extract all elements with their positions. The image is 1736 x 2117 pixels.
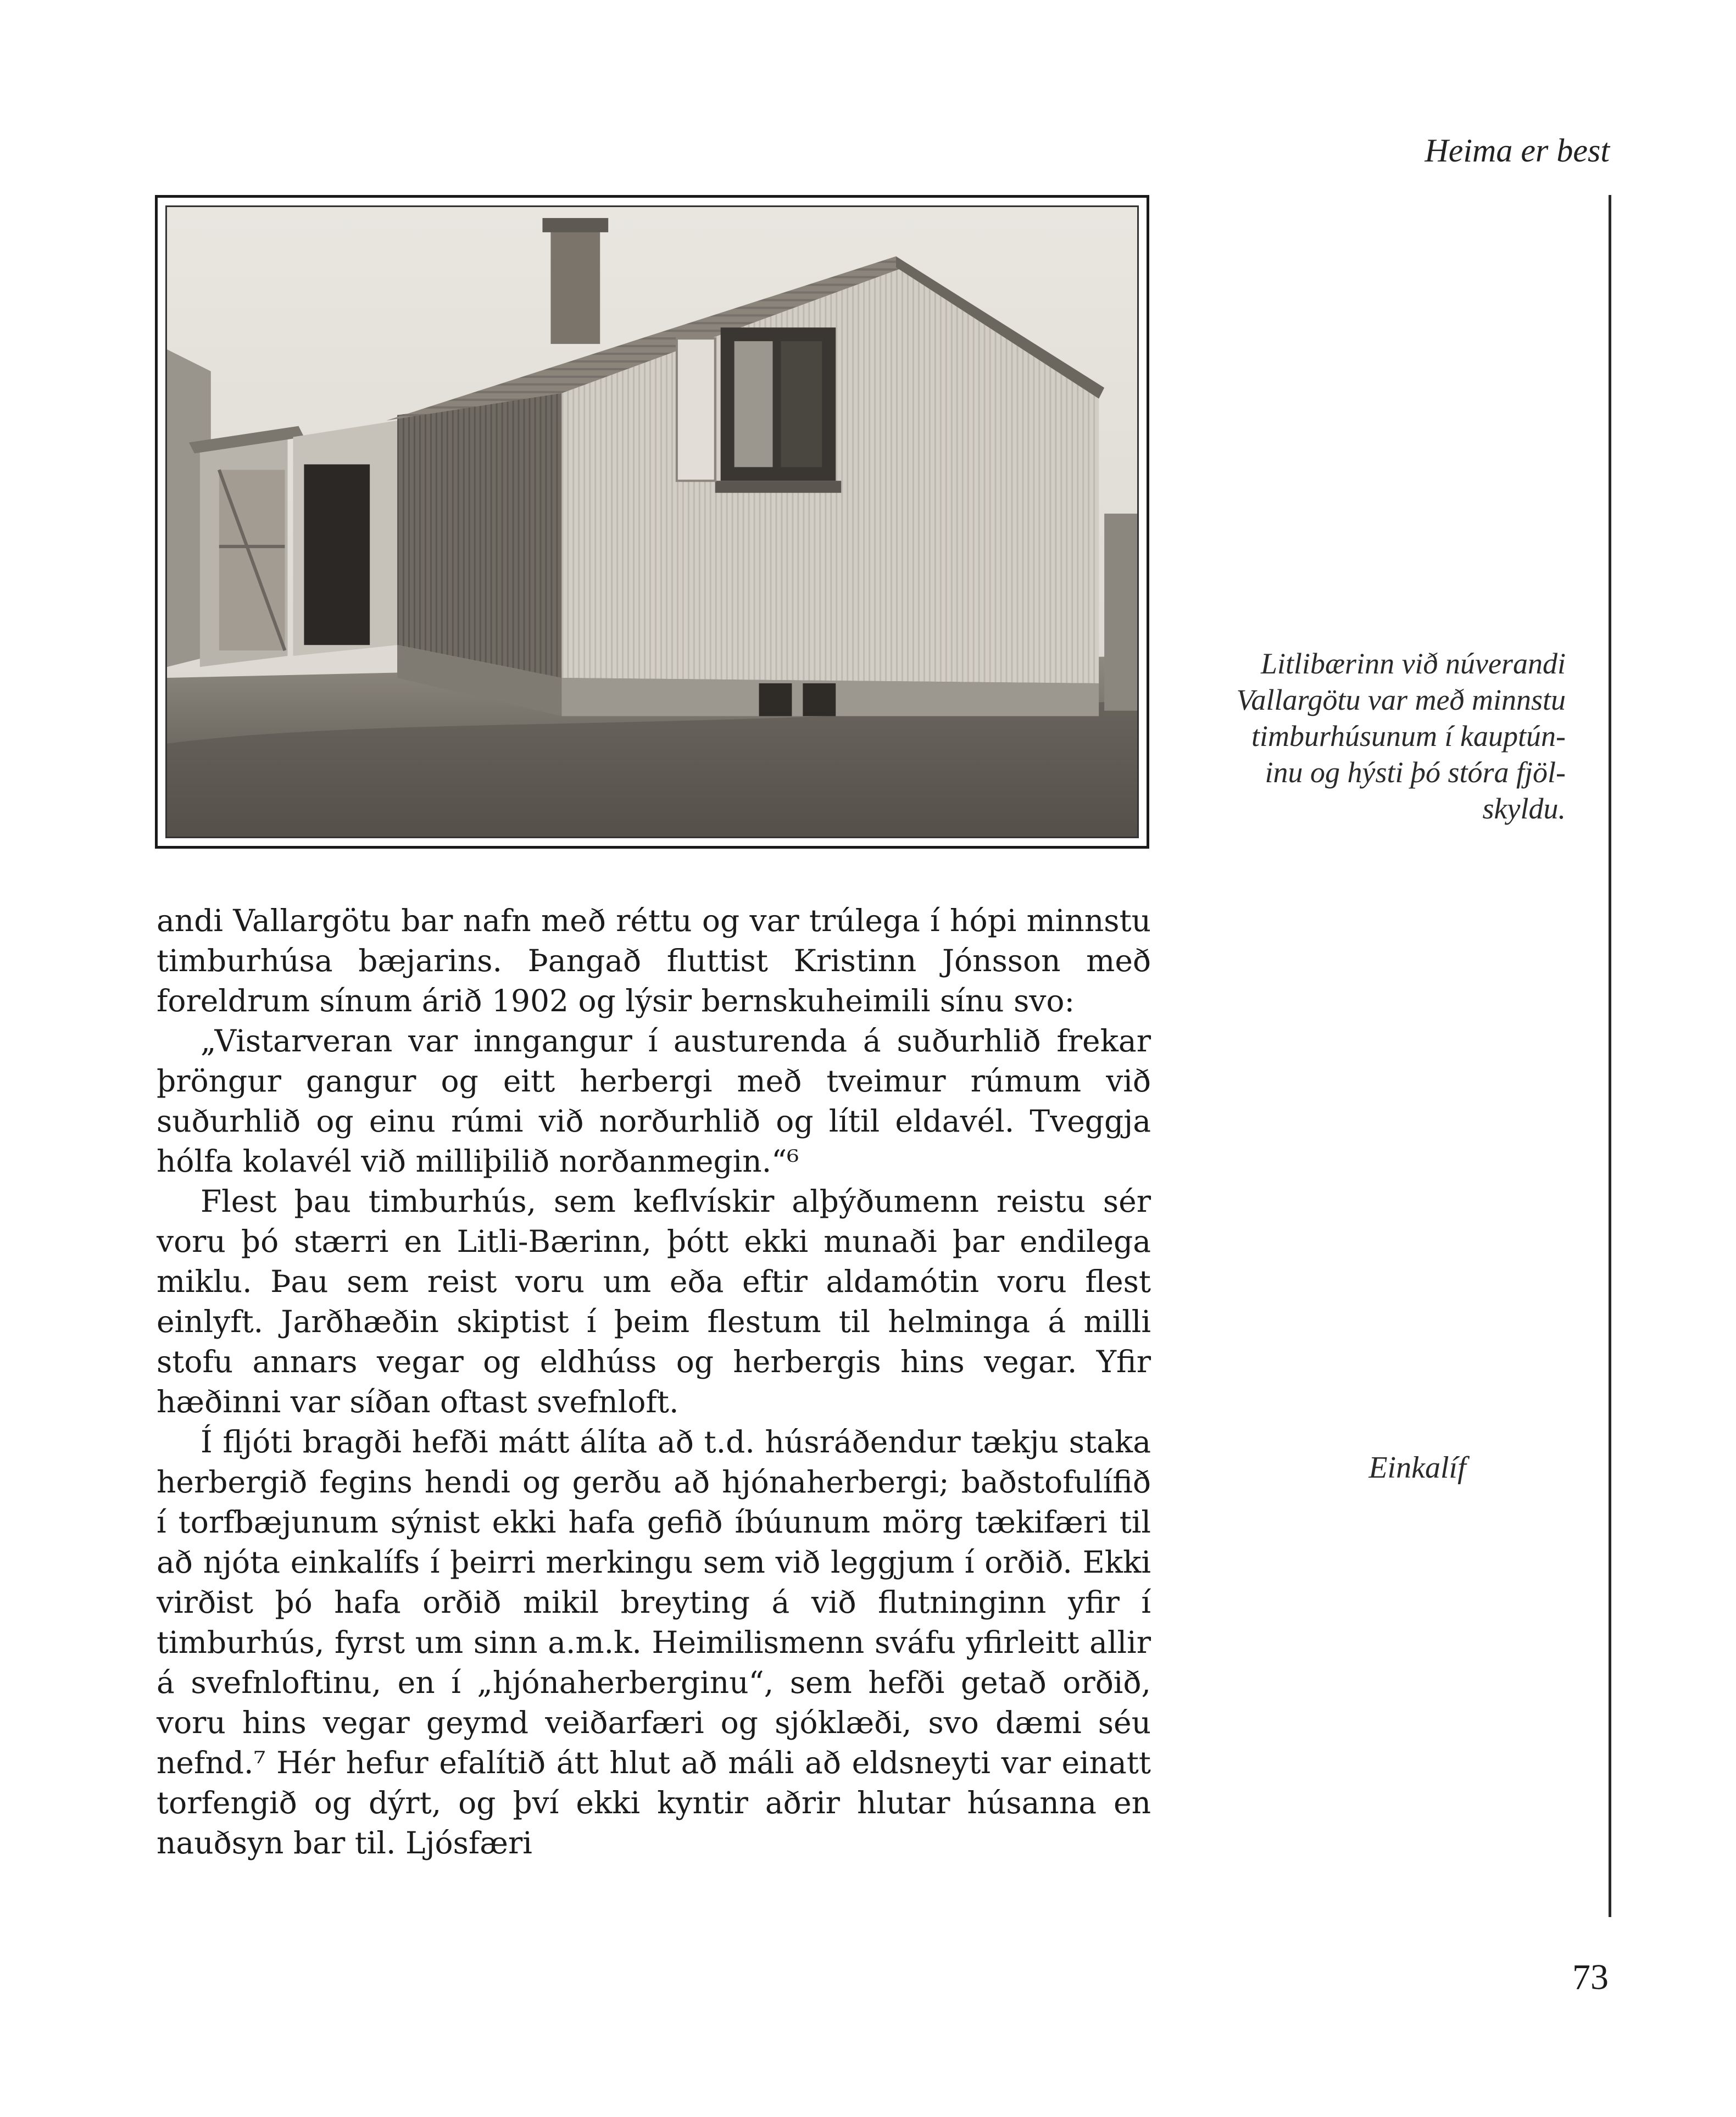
body-text (157, 901, 1151, 1863)
photo-caption (1181, 645, 1566, 827)
caption-line: inu og hýsti þó stóra fjöl- (1265, 756, 1566, 789)
paragraph: andi Vallargötu bar nafn með réttu og var trúlega í hópi minnstu timburhúsa bæjarins. Þangað fluttist Kristinn Jónsson með foreldrum sínum árið 1902 og lýsir bernskuheimili sínu svo: (157, 903, 1151, 1018)
paragraph: „Vistarveran var inngangur í austurenda á suðurhlið frekar þröngur gangur og eitt herbergi með tveimur rúmum við suðurhlið og einu rúmi við norðurhlið og lítil eldavél. Tveggja hólfa kolavél við milliþilið norðanmegin.“⁶ (157, 1023, 1151, 1179)
caption-line: skyldu. (1482, 792, 1566, 825)
margin-rule (1609, 195, 1611, 1917)
running-head: Heima er best (1425, 132, 1610, 169)
photo-frame (155, 195, 1149, 849)
margin-note: Einkalíf (1368, 1451, 1466, 1485)
paragraph: Í fljóti bragði hefði mátt álíta að t.d. húsráðendur tækju staka herbergið fegins hendi og gerðu að hjónaherbergi; baðstofulífið í torfbæjunum sýnist ekki hafa gefið íbúunum mörg tækifæri til að njóta einkalífs í þeirri merkingu sem við leggjum í orðið. Ekki virðist þó hafa orðið mikil breyting á við flutninginn yfir í timburhús, fyrst um sinn a.m.k. Heimilismenn sváfu yfirleitt allir á svefnloftinu, en í „hjónaherberginu“, sem hefði getað orðið, voru hins vegar geymd veiðarfæri og sjóklæði, svo dæmi séu nefnd.⁷ Hér hefur efalítið átt hlut að máli að eldsneyti var einatt torfengið og dýrt, og því ekki kyntir aðrir hlutar húsanna en nauðsyn bar til. Ljósfæri (157, 1424, 1151, 1860)
paragraph: Flest þau timburhús, sem keflvískir alþýðumenn reistu sér voru þó stærri en Litli-Bærinn, þótt ekki munaði þar endilega miklu. Þau sem reist voru um eða eftir aldamótin voru flest einlyft. Jarðhæðin skiptist í þeim flestum til helminga á milli stofu annars vegar og eldhúss og herbergis hins vegar. Yfir hæðinni var síðan oftast svefnloft. (157, 1184, 1151, 1419)
house-photo-icon (167, 207, 1137, 837)
caption-line: timburhúsunum í kauptún- (1251, 720, 1566, 753)
caption-line: Litlibærinn við núverandi (1260, 647, 1566, 680)
page-number: 73 (1572, 1957, 1609, 1997)
caption-line: Vallargötu var með minnstu (1236, 683, 1566, 716)
house-photo (165, 205, 1139, 838)
